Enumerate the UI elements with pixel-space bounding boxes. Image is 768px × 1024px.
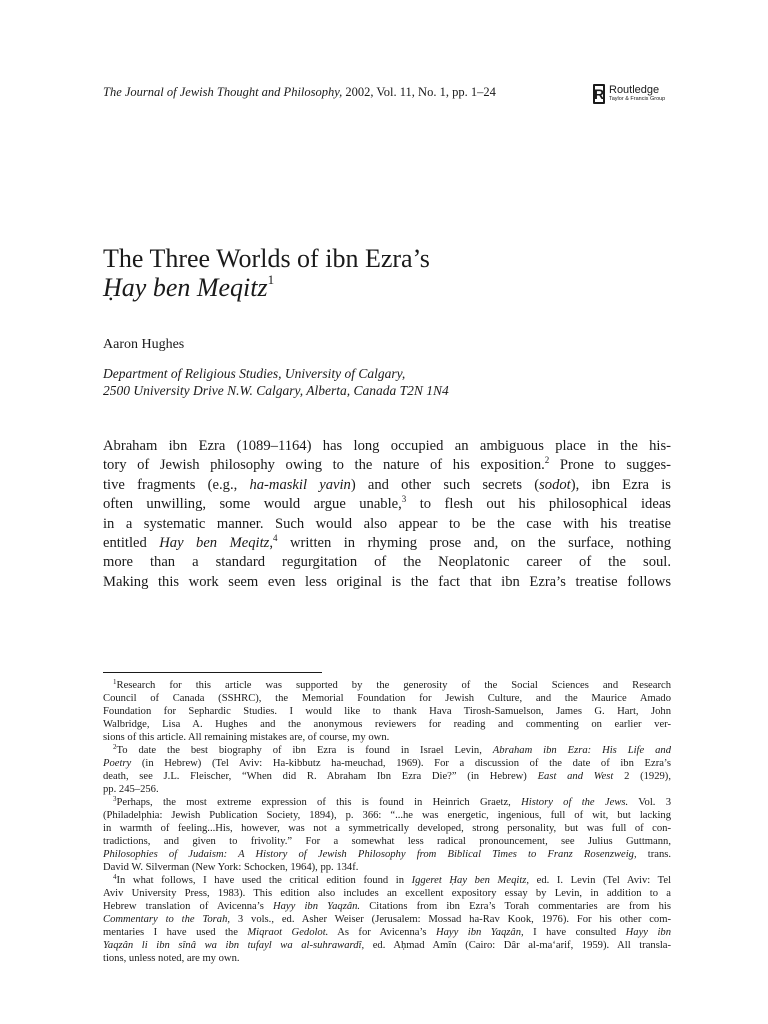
footnote-line: $^1$Research for this article was supported by the generosity of the Social Sciences and Research [113, 678, 671, 691]
body-line: often unwilling, some would argue unable,$^3$ to flesh out his philosophical ideas [103, 494, 671, 513]
footnote-line: Poetry (in Hebrew) (Tel Aviv: Ha-kibbutz ha-meuchad, 1969). For a discussion of the date of ibn Ezra’s [103, 758, 671, 769]
publisher-logo [593, 84, 665, 104]
journal-title: The Journal of Jewish Thought and Philosophy, [103, 85, 343, 99]
footnote-line: sions of this article. All remaining mistakes are, of course, my own. [103, 732, 390, 743]
footnote-line: Yaqzân li ibn sînâ wa ibn tufayl wa al-suhrawardî, ed. Aḥmad Amîn (Cairo: Dâr al-ma‘arif, 1959). All transla- [103, 940, 672, 951]
footnote-ref: 4 [272, 533, 278, 544]
footnote-divider [103, 672, 322, 673]
footnote-line: David W. Silverman (New York: Schocken, 1964), pp. 134f. [103, 862, 359, 873]
body-line: entitled Hay ben Meqitz,$^4$ written in rhyming prose and, on the surface, nothing [103, 533, 671, 552]
journal-header [103, 84, 713, 116]
body-paragraph [103, 437, 671, 592]
footnote-line: tradictions, and given to frivolity.” For a somewhat less radical pronouncement, see Julius Guttmann, [103, 836, 671, 847]
title-line-2: Ḥay ben Meqitz [103, 273, 268, 302]
body-line: in a systematic manner. Such would also appear to be the case with his treatise [103, 515, 671, 532]
author-name: Aaron Hughes [103, 337, 185, 352]
body-line: more than a standard regurgitation of the Neoplatonic career of the soul. [103, 554, 671, 571]
journal-meta: 2002, Vol. 11, No. 1, pp. 1–24 [342, 85, 496, 99]
author-affiliation [103, 366, 449, 399]
footnote-line: death, see J.L. Fleischer, “When did R. Abraham Ibn Ezra Die?” (in Hebrew) East and West 2 (1929), [103, 771, 671, 782]
footnotes [103, 679, 671, 965]
footnote-line: $^2$To date the best biography of ibn Ezra is found in Israel Levin, Abraham ibn Ezra: His Life and [113, 743, 672, 756]
footnote-ref: 3 [401, 494, 407, 505]
body-line: tive fragments (e.g., ha-maskil yavin) and other such secrets (sodot), ibn Ezra is [103, 476, 671, 493]
article-title [103, 244, 663, 302]
routledge-logo-icon: R [593, 86, 605, 102]
footnote-line: $^4$In what follows, I have used the critical edition found in Iggeret Ḥay ben Meqitz, ed. I. Levin (Tel Aviv: Tel [113, 873, 672, 886]
footnote-line: in warmth of feeling...His, however, was not a symmetrically developed, strong personality, but was full of con- [103, 823, 671, 834]
footnote-line: Philosophies of Judaism: A History of Jewish Philosophy from Biblical Times to Franz Rosenzweig, trans. [103, 849, 672, 860]
footnote-line: $^3$Perhaps, the most extreme expression of this is found in Heinrich Graetz, History of the Jews. Vol. 3 [113, 795, 671, 808]
footnote-line: Aviv University Press, 1983). This edition also includes an excellent expository essay by Levin, in addition to a [103, 888, 671, 899]
title-footnote-mark: 1 [267, 272, 275, 287]
footnote-line: Hebrew translation of Avicenna’s Hayy ibn Yaqzân. Citations from ibn Ezra’s Torah commentaries are from his [103, 901, 671, 912]
affiliation-line-2: 2500 University Drive N.W. Calgary, Alberta, Canada T2N 1N4 [103, 382, 449, 398]
body-line: Making this work seem even less original is the fact that ibn Ezra’s treatise follows [103, 573, 671, 590]
footnote-line: pp. 245–256. [103, 784, 159, 795]
journal-citation [103, 84, 496, 100]
body-line: tory of Jewish philosophy owing to the nature of his exposition.$^2$ Prone to sugges- [103, 455, 671, 474]
publisher-name: Routledge [609, 84, 660, 96]
publisher-subtitle: Taylor & Francis Group [609, 96, 666, 102]
title-line-1: The Three Worlds of ibn Ezra’s [103, 244, 430, 273]
footnote-line: Foundation for Sephardic Studies. I would like to thank Hava Tirosh-Samuelson, James G. Hart, John [103, 706, 671, 717]
footnote-line: (Philadelphia: Jewish Publication Society, 1894), p. 366: “...he was energetic, ingenious, full of wit, but lacking [103, 810, 671, 821]
footnote-line: Commentary to the Torah, 3 vols., ed. Asher Weiser (Jerusalem: Mossad ha-Rav Kook, 1976). For his other com- [103, 914, 671, 925]
affiliation-line-1: Department of Religious Studies, University of Calgary, [103, 366, 406, 381]
body-line: Abraham ibn Ezra (1089–1164) has long occupied an ambiguous place in the his- [103, 438, 671, 454]
footnote-line: Walbridge, Lisa A. Hughes and the anonymous reviewers for reading and commenting on earlier ver- [103, 719, 671, 730]
footnote-line: mentaries I have used the Miqraot Gedolot. As for Avicenna’s Hayy ibn Yaqzân, I have consulted Hayy ibn [103, 927, 671, 938]
footnote-ref: 2 [544, 455, 550, 466]
footnote-line: Council of Canada (SSHRC), the Memorial Foundation for Jewish Culture, and the Maurice Amado [103, 693, 671, 704]
footnote-line: tions, unless noted, are my own. [103, 953, 240, 964]
